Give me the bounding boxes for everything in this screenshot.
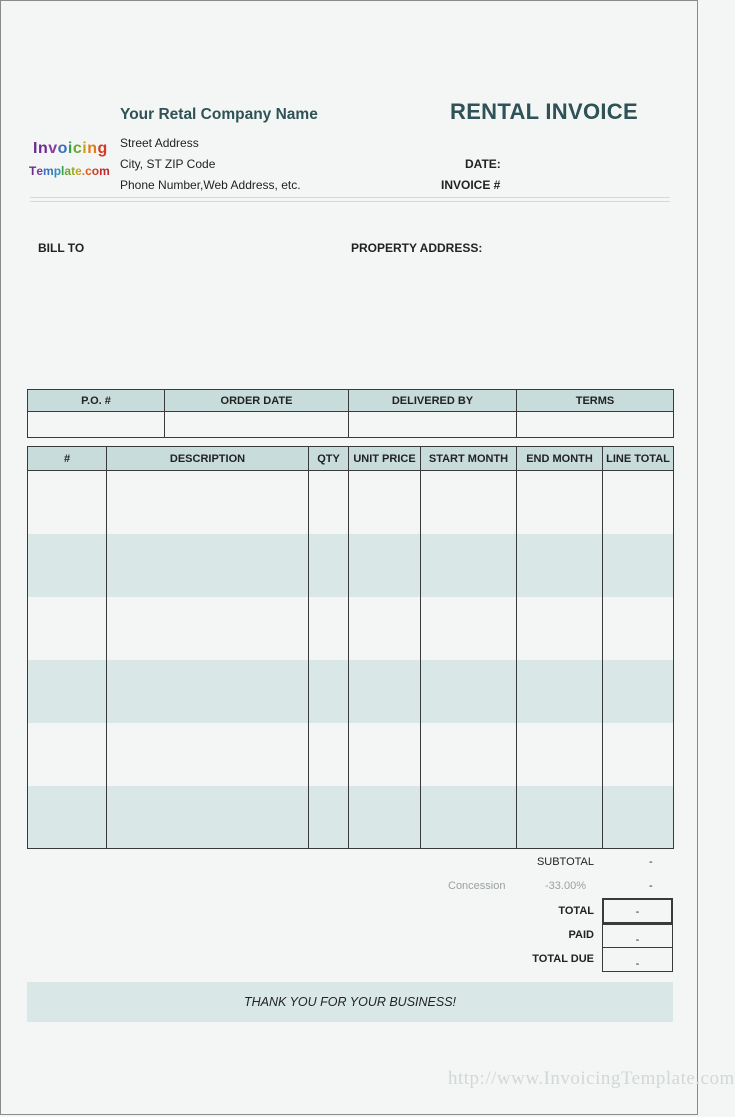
logo-letter: g [97, 140, 108, 157]
terms-cell[interactable] [517, 412, 674, 438]
total-value: - [635, 906, 640, 918]
line-total-header: LINE TOTAL [603, 447, 674, 471]
logo-letter: e [75, 164, 82, 178]
terms-header: TERMS [517, 390, 674, 412]
item-cell[interactable] [603, 786, 674, 849]
concession-value: - [649, 880, 653, 892]
item-cell[interactable] [349, 723, 421, 786]
item-cell[interactable] [107, 786, 309, 849]
logo-letter: n [87, 140, 98, 157]
item-cell[interactable] [349, 534, 421, 597]
order-date-cell[interactable] [165, 412, 349, 438]
item-cell[interactable] [309, 597, 349, 660]
item-cell[interactable] [309, 723, 349, 786]
item-cell[interactable] [309, 786, 349, 849]
item-cell[interactable] [309, 534, 349, 597]
item-cell[interactable] [349, 471, 421, 534]
header-divider-2 [30, 201, 670, 202]
unit-price-header: UNIT PRICE [349, 447, 421, 471]
table-row [28, 660, 674, 723]
invoice-number-label: INVOICE # [441, 178, 501, 192]
logo-letter: c [72, 140, 83, 157]
order-info-table [27, 389, 674, 438]
paid-value: - [635, 934, 640, 946]
item-cell[interactable] [107, 660, 309, 723]
bill-to-label: BILL TO [38, 241, 85, 255]
subtotal-value: - [649, 856, 653, 868]
description-header: DESCRIPTION [107, 447, 309, 471]
item-cell[interactable] [421, 534, 517, 597]
item-cell[interactable] [107, 534, 309, 597]
table-row [28, 534, 674, 597]
item-cell[interactable] [517, 534, 603, 597]
thank-you-banner: THANK YOU FOR YOUR BUSINESS! [27, 982, 673, 1022]
line-items-table [27, 446, 674, 849]
delivered-by-header: DELIVERED BY [349, 390, 517, 412]
logo-letter: i [82, 140, 88, 157]
logo-letter: n [37, 140, 49, 157]
item-cell[interactable] [349, 597, 421, 660]
watermark: http://www.InvoicingTemplate.com [448, 1068, 735, 1089]
total-due-label: TOTAL DUE [532, 953, 594, 965]
item-cell[interactable] [421, 597, 517, 660]
item-cell[interactable] [421, 723, 517, 786]
logo-letter: a [64, 164, 72, 178]
logo-letter: o [91, 164, 100, 178]
table-row [28, 786, 674, 849]
logo-letter: o [57, 140, 68, 157]
item-cell[interactable] [517, 597, 603, 660]
total-due-value: - [635, 958, 640, 970]
item-cell[interactable] [107, 723, 309, 786]
item-cell[interactable] [421, 786, 517, 849]
logo-letter: m [43, 164, 54, 178]
item-cell[interactable] [603, 471, 674, 534]
item-cell[interactable] [517, 786, 603, 849]
property-address-label: PROPERTY ADDRESS: [351, 241, 483, 255]
item-cell[interactable] [517, 471, 603, 534]
company-name: Your Retal Company Name [120, 106, 318, 123]
table-row [28, 597, 674, 660]
header-divider [30, 197, 670, 198]
item-cell[interactable] [603, 723, 674, 786]
qty-header: QTY [309, 447, 349, 471]
logo-letter: c [85, 164, 92, 178]
item-cell[interactable] [421, 660, 517, 723]
item-cell[interactable] [28, 660, 107, 723]
logo-letter: I [33, 140, 38, 157]
start-month-header: START MONTH [421, 447, 517, 471]
delivered-by-cell[interactable] [349, 412, 517, 438]
item-cell[interactable] [517, 660, 603, 723]
item-cell[interactable] [349, 660, 421, 723]
concession-label: Concession [448, 880, 506, 892]
paid-box[interactable] [602, 924, 673, 948]
company-street: Street Address [120, 136, 199, 150]
item-cell[interactable] [349, 786, 421, 849]
end-month-header: END MONTH [517, 447, 603, 471]
logo-letter: . [81, 164, 86, 178]
concession-rate: -33.00% [545, 880, 586, 892]
item-cell[interactable] [107, 471, 309, 534]
logo-letter: T [29, 164, 37, 178]
item-cell[interactable] [421, 471, 517, 534]
table-row [28, 471, 674, 534]
company-city: City, ST ZIP Code [120, 157, 216, 171]
item-cell[interactable] [28, 786, 107, 849]
total-box[interactable] [602, 898, 673, 924]
po-header: P.O. # [28, 390, 165, 412]
logo-letter: v [48, 140, 58, 157]
item-cell[interactable] [603, 660, 674, 723]
item-cell[interactable] [517, 723, 603, 786]
logo-template-com [29, 164, 110, 178]
item-cell[interactable] [28, 723, 107, 786]
item-cell[interactable] [603, 597, 674, 660]
item-cell[interactable] [107, 597, 309, 660]
total-due-box[interactable] [602, 947, 673, 972]
total-label: TOTAL [558, 905, 594, 917]
logo-letter: p [53, 164, 62, 178]
invoice-title: RENTAL INVOICE [450, 99, 638, 124]
order-date-header: ORDER DATE [165, 390, 349, 412]
logo-invoicing [33, 140, 108, 158]
logo-letter: e [36, 164, 44, 178]
table-row [28, 723, 674, 786]
item-cell[interactable] [309, 660, 349, 723]
date-label: DATE: [465, 157, 501, 171]
item-cell[interactable] [603, 534, 674, 597]
logo-letter: t [71, 164, 76, 178]
company-contact: Phone Number,Web Address, etc. [120, 178, 301, 192]
logo-letter: m [99, 164, 110, 178]
item-cell[interactable] [28, 471, 107, 534]
item-number-header: # [28, 447, 107, 471]
logo-letter: l [61, 164, 65, 178]
item-cell[interactable] [28, 534, 107, 597]
po-cell[interactable] [28, 412, 165, 438]
subtotal-label: SUBTOTAL [536, 856, 594, 868]
item-cell[interactable] [309, 471, 349, 534]
paid-label: PAID [568, 929, 594, 941]
logo-letter: i [67, 140, 73, 157]
item-cell[interactable] [28, 597, 107, 660]
